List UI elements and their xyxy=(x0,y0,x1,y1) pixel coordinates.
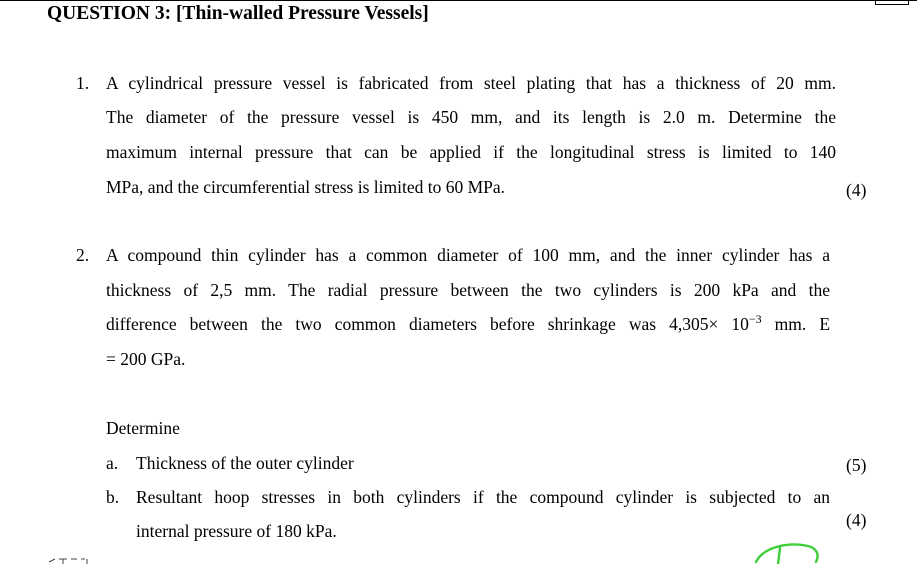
q2-line-3-unit: mm. E xyxy=(761,314,831,334)
q2-line-3 xyxy=(106,314,830,335)
q2b-line-2: internal pressure of 180 kPa. xyxy=(136,521,337,541)
q2b-marks: (4) xyxy=(846,510,867,530)
q2a-text: Thickness of the outer cylinder xyxy=(136,453,354,473)
q1-line-4: MPa, and the circumferential stress is limited to 60 MPa. xyxy=(106,177,506,197)
q2a-label: a. xyxy=(106,453,119,473)
q2b-label: b. xyxy=(106,487,120,507)
corner-mark xyxy=(875,0,909,5)
handwritten-scribble xyxy=(750,536,830,564)
q2a-marks: (5) xyxy=(846,455,867,475)
q2-exponent: −3 xyxy=(748,312,762,326)
q1-line-3: maximum internal pressure that can be applied if the longitudinal stress is limited to 140 xyxy=(106,142,836,162)
question-heading: QUESTION 3: [Thin-walled Pressure Vessels] xyxy=(47,3,429,24)
q1-line-2: The diameter of the pressure vessel is 450 mm, and its length is 2.0 m. Determine the xyxy=(106,107,836,127)
q1-number: 1. xyxy=(76,73,90,93)
q2-line-1: A compound thin cylinder has a common diameter of 100 mm, and the inner cylinder has a xyxy=(106,245,830,265)
q1-marks: (4) xyxy=(846,180,867,200)
cropped-footer-mark xyxy=(47,553,97,564)
q1-line-1: A cylindrical pressure vessel is fabricated from steel plating that has a thickness of 20 mm. xyxy=(106,73,836,93)
q2-line-2: thickness of 2,5 mm. The radial pressure between the two cylinders is 200 kPa and the xyxy=(106,280,830,300)
top-rule xyxy=(0,0,917,1)
q2-number: 2. xyxy=(76,245,90,265)
q2-determine: Determine xyxy=(106,418,180,438)
q2-line-4: = 200 GPa. xyxy=(106,349,186,369)
q2b-line-1: Resultant hoop stresses in both cylinders if the compound cylinder is subjected to an xyxy=(136,487,830,507)
q2-line-3-text: difference between the two common diameters before shrinkage was 4,305× 10 xyxy=(106,314,749,334)
